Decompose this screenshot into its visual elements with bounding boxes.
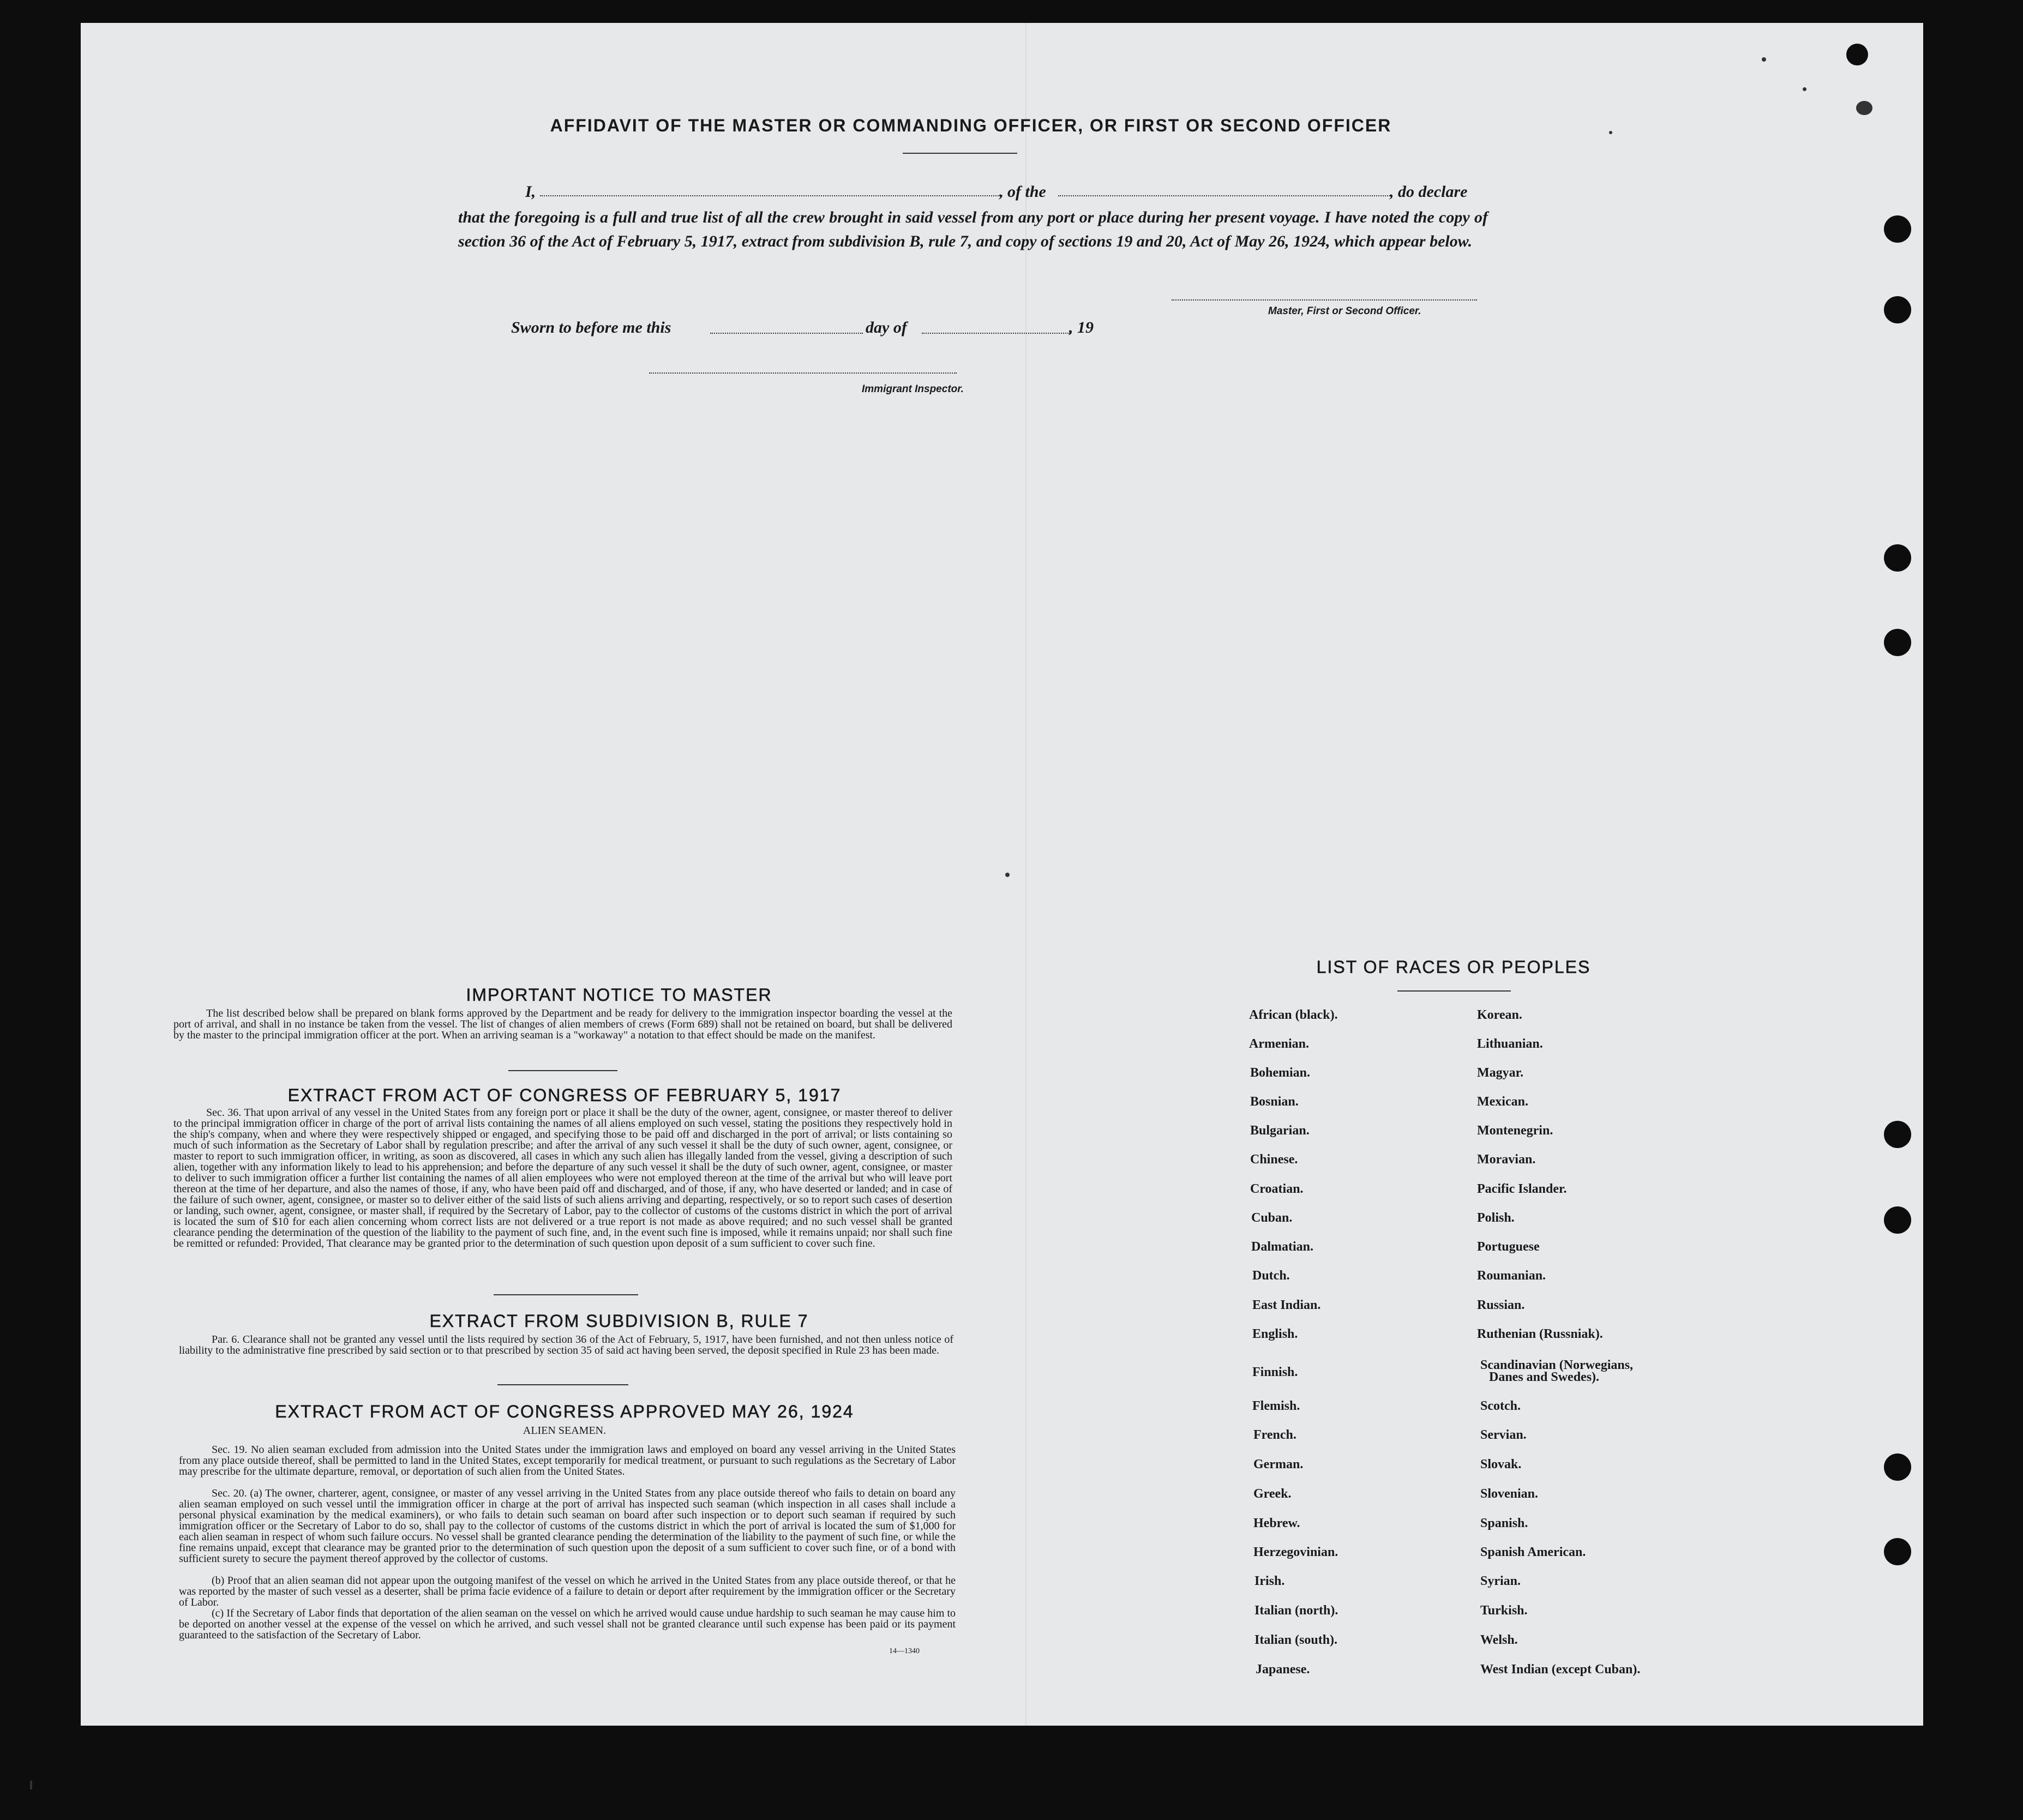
vessel-blank[interactable]	[1058, 195, 1392, 196]
race-item: Italian (north).	[1254, 1603, 1338, 1618]
ink-speck	[1005, 873, 1010, 877]
race-item: Bohemian.	[1250, 1066, 1311, 1080]
extract-1924-title: EXTRACT FROM ACT OF CONGRESS APPROVED MAY 26, 1924	[275, 1402, 854, 1421]
year-text: , 19	[1069, 319, 1094, 337]
extract-1917-title: EXTRACT FROM ACT OF CONGRESS OF FEBRUARY 5, 1917	[287, 1085, 842, 1105]
race-item: Lithuanian.	[1477, 1037, 1543, 1051]
race-item: Chinese.	[1250, 1152, 1298, 1167]
race-item: Croatian.	[1250, 1182, 1304, 1196]
race-item: Moravian.	[1477, 1152, 1536, 1167]
affidavit-body: that the foregoing is a full and true list of all the crew brought in said vessel from any port or place during her present voyage. I have noted the copy of section 36 of the Act of February 5, 1917, extract from subdivision B, rule 7, and copy of sections 19 and 20, Act of May 26, 1924, which appear below.	[458, 208, 1488, 250]
ink-speck	[1762, 57, 1766, 62]
rule7-body: Par. 6. Clearance shall not be granted any vessel until the lists required by section 36 of the Act of February, 5, 1917, have been furnished, and not then unless notice of liability to the administrative fine prescribed by said section or to that prescribed by section 35 of said act having been served, the deposit specified in Rule 23 has been made.	[179, 1334, 953, 1356]
binder-hole	[1884, 296, 1911, 323]
affidavit-do-declare: , do declare	[1390, 183, 1468, 201]
binder-hole	[1846, 44, 1868, 65]
race-item: Dalmatian.	[1251, 1240, 1313, 1254]
race-item: German.	[1253, 1457, 1304, 1471]
race-item: Slovak.	[1480, 1457, 1522, 1471]
race-item: English.	[1252, 1327, 1298, 1341]
extract-1924-sec19: Sec. 19. No alien seaman excluded from admission into the United States under the immigration laws and employed on board any vessel arriving in the United States from any place outside thereof, shall be permitted to land in the United States, except temporarily for medical treatment, or pursuant to such regulations as the Secretary of Labor may prescribe for the ultimate departure, removal, or deportation of such alien from the United States.	[179, 1444, 956, 1477]
race-item: West Indian (except Cuban).	[1480, 1662, 1641, 1677]
race-item: Scotch.	[1480, 1399, 1521, 1413]
binder-hole	[1884, 1206, 1911, 1234]
race-item: Turkish.	[1480, 1603, 1528, 1618]
binder-hole	[1884, 1453, 1911, 1481]
binder-hole	[1884, 544, 1911, 572]
race-item: Montenegrin.	[1477, 1124, 1553, 1138]
form-number: 14—1340	[889, 1647, 920, 1655]
name-blank[interactable]	[540, 195, 1003, 196]
race-item: Magyar.	[1477, 1066, 1524, 1080]
affidavit-title: AFFIDAVIT OF THE MASTER OR COMMANDING OFFICER, OR FIRST OR SECOND OFFICER	[550, 116, 1392, 135]
binder-hole	[1884, 629, 1911, 656]
race-item: French.	[1253, 1428, 1296, 1442]
day-of-text: day of	[866, 319, 907, 337]
race-item: Hebrew.	[1253, 1516, 1300, 1530]
extract-1924-sec20b: (b) Proof that an alien seaman did not appear upon the outgoing manifest of the vessel on which he arrived in the United States from any place outside thereof, or that he was reported by the master of such vessel as a deserter, shall be prima facie evidence of a failure to detain or deport after requirement by the immigration officer or the Secretary of Labor.	[179, 1575, 956, 1608]
race-item: Portuguese	[1477, 1240, 1540, 1254]
section-divider	[494, 1294, 638, 1295]
ink-speck	[30, 1781, 32, 1789]
race-item-scandinavian-line2: Danes and Swedes).	[1489, 1370, 1600, 1384]
race-item: Herzegovinian.	[1253, 1545, 1338, 1559]
master-signature-line[interactable]	[1172, 299, 1477, 301]
notice-body: The list described below shall be prepared on blank forms approved by the Department and be ready for delivery to the immigration inspector boarding the vessel at the port of arrival, and shall in no instance be taken from the vessel. The list of changes of alien members of crews (Form 689) shall not be retained on board, but shall be delivered by the master to the principal immigration officer at the port. When an arriving seaman is a "workaway" a notation to that effect should be made on the manifest.	[173, 1007, 952, 1041]
race-item: Flemish.	[1252, 1399, 1300, 1413]
extract-1917-body: Sec. 36. That upon arrival of any vessel in the United States from any foreign port or place it shall be the duty of the owner, agent, consignee, or master thereof to deliver to the principal immigration officer in charge of the port of arrival lists containing the names of all aliens employed on such vessel, stating the positions they respectively hold in the ship's company, when and where they were respectively shipped or engaged, and specifying those to be paid off and discharged in the port of arrival; or lists containing so much of such information as the Secretary of Labor shall by regulation prescribe; and after the arrival of any such vessel it shall be the duty of such owner, agent, consignee, or master to report to such immigration officer, in writing, as soon as discovered, all cases in which any such alien has illegally landed from the vessel, giving a description of such alien, together with any information likely to lead to his apprehension; and before the departure of any such vessel it shall be the duty of such owner, agent, consignee, or master to deliver to such immigration officer a further list containing the names of all alien employees who were not employed thereon at the time of the arrival but who will leave port thereon at the time of her departure, and also the names of those, if any, who have been paid off and discharged, and of those, if any, who have deserted or landed; and in case of the failure of such owner, agent, consignee, or master so to deliver either of the said lists of such aliens arriving and departing, respectively, or so to report such cases of desertion or landing, such owner, agent, consignee, or master shall, if required by the Secretary of Labor, pay to the collector of customs of the customs district in which the port of arrival is located the sum of $10 for each alien concerning whom correct lists are not delivered or a true report is not made as above required; and no such vessel shall be granted clearance pending the determination of the question of the liability to the payment of such fine, and, in the event such fine is imposed, while it remains unpaid; nor shall such fine be remitted or refunded: Provided, That clearance may be granted prior to the determination of such question upon deposit of a sum sufficient to cover such fine.	[173, 1107, 952, 1250]
race-item: African (black).	[1249, 1008, 1338, 1022]
sworn-text: Sworn to before me this	[511, 319, 671, 337]
page-fold	[1025, 23, 1026, 1726]
inspector-signature-line[interactable]	[649, 373, 957, 374]
races-divider	[1397, 990, 1511, 992]
binder-hole	[1884, 1121, 1911, 1148]
sworn-day-blank[interactable]	[710, 333, 863, 334]
ink-speck	[1609, 131, 1612, 134]
race-item: Dutch.	[1252, 1269, 1290, 1283]
race-item: Mexican.	[1477, 1095, 1528, 1109]
extract-1924-sec20c: (c) If the Secretary of Labor finds that deportation of the alien seaman on the vessel on which he arrived would cause undue hardship to such seaman he may cause him to be deported on another vessel at the expense of the vessel on which he arrived, and such vessel shall not be granted clearance until such expense has been paid or its payment guaranteed to the satisfaction of the Secretary of Labor.	[179, 1607, 956, 1641]
ink-speck	[1803, 87, 1806, 91]
race-item: Ruthenian (Russniak).	[1477, 1327, 1603, 1341]
race-item: Bulgarian.	[1250, 1124, 1310, 1138]
race-item: Greek.	[1253, 1487, 1292, 1501]
affidavit-of-the: , of the	[999, 183, 1046, 201]
inspector-signature-label: Immigrant Inspector.	[862, 383, 964, 395]
title-divider	[903, 153, 1017, 154]
race-item: Italian (south).	[1254, 1633, 1338, 1647]
race-item: Scandinavian (Norwegians,	[1480, 1358, 1634, 1372]
race-item: Pacific Islander.	[1477, 1182, 1567, 1196]
race-item: Roumanian.	[1477, 1269, 1546, 1283]
race-item: Polish.	[1477, 1211, 1515, 1225]
section-divider	[497, 1384, 628, 1385]
affidavit-i: I,	[525, 183, 536, 201]
extract-1924-subtitle: ALIEN SEAMEN.	[523, 1425, 607, 1437]
race-item: Spanish American.	[1480, 1545, 1586, 1559]
master-signature-label: Master, First or Second Officer.	[1268, 305, 1421, 317]
race-item: Spanish.	[1480, 1516, 1528, 1530]
race-item: East Indian.	[1252, 1298, 1321, 1312]
race-item: Syrian.	[1480, 1574, 1521, 1588]
rule7-title: EXTRACT FROM SUBDIVISION B, RULE 7	[429, 1311, 809, 1331]
race-item: Slovenian.	[1480, 1487, 1539, 1501]
race-item: Servian.	[1480, 1428, 1527, 1442]
race-item: Finnish.	[1252, 1365, 1298, 1379]
binder-hole	[1884, 215, 1911, 243]
race-item: Armenian.	[1249, 1037, 1309, 1051]
race-item: Irish.	[1254, 1574, 1285, 1588]
ink-speck	[1856, 101, 1872, 115]
notice-title: IMPORTANT NOTICE TO MASTER	[466, 985, 772, 1005]
sworn-month-blank[interactable]	[922, 333, 1070, 334]
race-item: Korean.	[1477, 1008, 1522, 1022]
race-item: Cuban.	[1251, 1211, 1293, 1225]
race-item: Japanese.	[1256, 1662, 1310, 1677]
race-item: Russian.	[1477, 1298, 1525, 1312]
extract-1924-sec20a: Sec. 20. (a) The owner, charterer, agent, consignee, or master of any vessel arriving in the United States from any place outside thereof who fails to detain on board any alien seaman employed on such vessel until the immigration officer in charge at the port of arrival has inspected such seaman (which inspection in all cases shall include a personal physical examination by the medical examiners), or who fails to detain such seaman on board after such inspection or to deport such seaman if required by such immigration officer or the Secretary of Labor to do so, shall pay to the collector of customs of the customs district in which the port of arrival is located the sum of $1,000 for each alien seaman in respect of whom such failure occurs. No vessel shall be granted clearance pending the determination of the liability to the payment of such fine, or while the fine remains unpaid, except that clearance may be granted prior to the determination of such question upon the deposit of a sum sufficient to cover such fine, or of a bond with sufficient surety to secure the payment thereof approved by the collector of customs.	[179, 1487, 956, 1565]
race-item: Bosnian.	[1250, 1095, 1299, 1109]
race-item: Welsh.	[1480, 1633, 1518, 1647]
binder-hole	[1884, 1538, 1911, 1565]
races-title: LIST OF RACES OR PEOPLES	[1316, 957, 1591, 977]
section-divider	[508, 1070, 617, 1071]
